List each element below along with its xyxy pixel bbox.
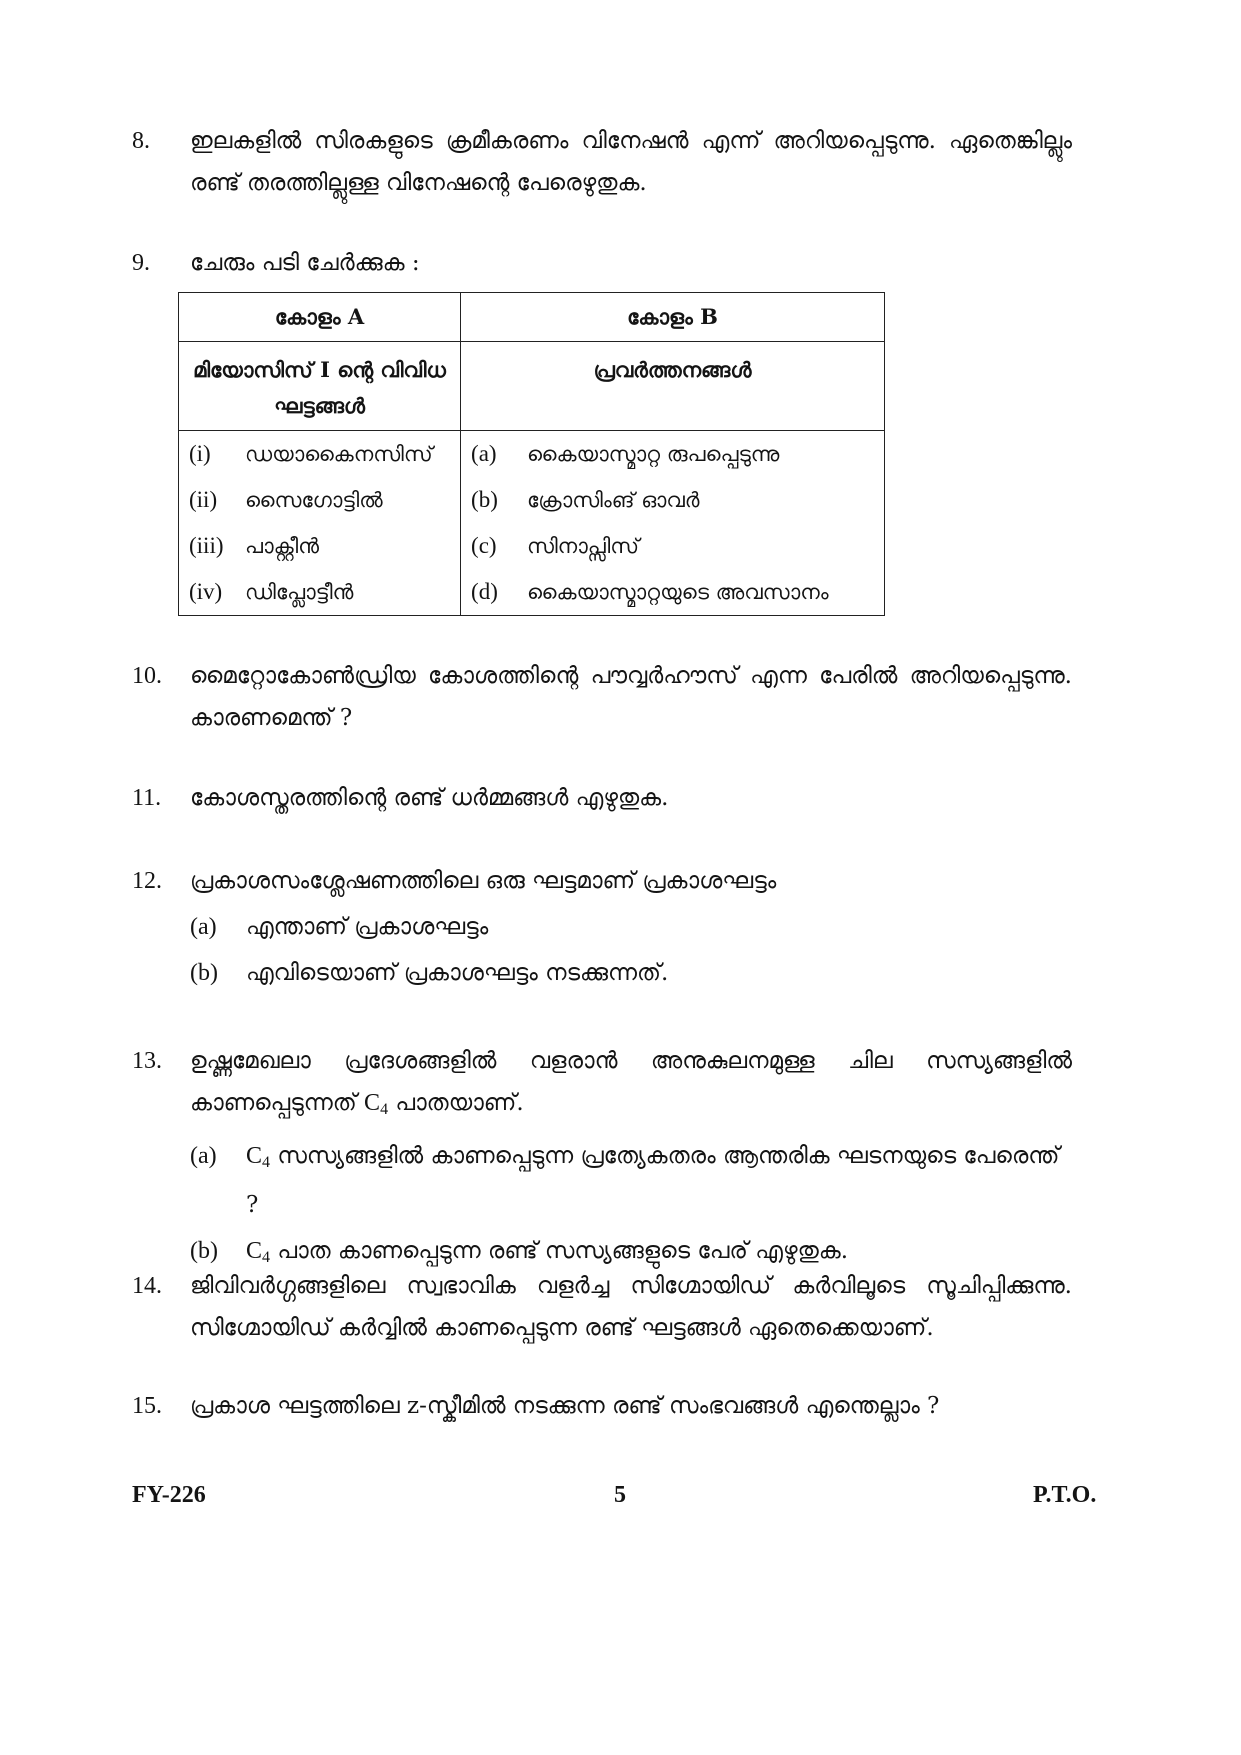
exam-code: FY-226	[132, 1482, 206, 1508]
row-label-a: (i)	[189, 441, 211, 466]
question-text-start: ഉഷ്ണമേഖലാ പ്രദേശങ്ങളിൽ വളരാൻ അനുകുലനമുള്ള ചില സസ്യങ്ങളിൽ കാണപ്പെടുന്നത്	[190, 1048, 1072, 1116]
page-number: 5	[614, 1482, 626, 1508]
row-label-b: (c)	[471, 533, 497, 558]
question-number: 12.	[132, 868, 162, 894]
question-number: 9.	[132, 250, 150, 276]
row-label-a: (iii)	[189, 533, 224, 558]
table-row	[179, 431, 885, 478]
column-a-header: കോളം A	[179, 293, 461, 342]
row-text-b: കൈയാസ്മാറ്റയുടെ അവസാനം	[527, 580, 829, 604]
pto-label: P.T.O.	[1033, 1482, 1097, 1508]
row-text-a: പാക്റ്റീൻ	[245, 534, 320, 558]
sub-question-b	[190, 952, 1072, 994]
question-number: 10.	[132, 663, 162, 689]
question-number: 13.	[132, 1048, 162, 1074]
sub-label: (a)	[190, 1143, 217, 1169]
table-row	[179, 523, 885, 569]
sub-text: $C_4$ പാത കാണപ്പെടുന്ന രണ്ട് സസ്യങ്ങളുടെ പേര് എഴുതുക.	[246, 1238, 849, 1266]
question-11	[132, 777, 1072, 819]
row-text-b: കൈയാസ്മാറ്റ രുപപ്പെടുന്നു	[527, 442, 780, 466]
sub-label: (a)	[190, 914, 217, 940]
question-text	[190, 1040, 1072, 1131]
table-row	[179, 569, 885, 616]
c4-term: $C_4$	[246, 1238, 271, 1266]
c4-term: $C_4$	[364, 1090, 389, 1118]
sub-question-a	[190, 906, 1072, 948]
question-10	[132, 655, 1072, 739]
match-table	[178, 292, 885, 616]
row-text-b: സിനാപ്സിസ്	[527, 534, 640, 558]
question-15	[132, 1385, 1072, 1427]
column-a-subheader: മിയോസിസ് I ന്റെ വിവിധ ഘട്ടങ്ങൾ	[179, 342, 461, 431]
sub-text: എവിടെയാണ് പ്രകാശഘട്ടം നടക്കുന്നത്.	[246, 960, 669, 986]
sub-text: എന്താണ് പ്രകാശഘട്ടം	[246, 914, 489, 940]
question-number: 15.	[132, 1393, 162, 1419]
question-13	[132, 1040, 1072, 1279]
question-text: ചേരും പടി ചേർക്കുക :	[190, 250, 420, 276]
question-8	[132, 120, 1072, 204]
question-9	[132, 242, 1072, 284]
row-text-a: ഡിപ്ലോട്ടീൻ	[245, 580, 354, 604]
question-text: ജിവിവർഗ്ഗങ്ങളിലെ സ്വഭാവിക വളർച്ച സിഗ്മോയിഡ് കർവിലൂടെ സൂചിപ്പിക്കുന്നു. സിഗ്മോയിഡ് കർവ്വിൽ കാണപ്പെടുന്ന രണ്ട് ഘട്ടങ്ങൾ ഏതെക്കെയാണ്.	[190, 1273, 1072, 1341]
sub-question-a	[190, 1135, 1072, 1226]
question-12	[132, 860, 1072, 994]
question-text: മൈറ്റോകോൺഡ്രിയ കോശത്തിന്റെ പൗവ്വർഹൗസ് എന്ന പേരിൽ അറിയപ്പെടുന്നു. കാരണമെന്ത് ?	[190, 663, 1072, 731]
sub-label: (b)	[190, 1238, 218, 1264]
sub-label: (b)	[190, 960, 218, 986]
row-label-b: (a)	[471, 441, 497, 466]
row-label-a: (iv)	[189, 579, 223, 604]
row-label-b: (b)	[471, 487, 498, 512]
row-text-a: ഡയാകൈനസിസ്	[245, 442, 433, 466]
row-label-b: (d)	[471, 579, 498, 604]
question-text: പ്രകാശസംശ്ലേഷണത്തിലെ ഒരു ഘട്ടമാണ് പ്രകാശഘട്ടം	[190, 868, 777, 894]
question-text: കോശസ്തരത്തിന്റെ രണ്ട് ധർമ്മങ്ങൾ എഴുതുക.	[190, 785, 669, 811]
row-text-a: സൈഗോട്ടിൽ	[245, 488, 383, 512]
question-number: 14.	[132, 1273, 162, 1299]
row-label-a: (ii)	[189, 487, 218, 512]
question-number: 11.	[132, 785, 162, 811]
question-text: പ്രകാശ ഘട്ടത്തിലെ z-സ്കീമിൽ നടക്കുന്ന രണ്ട് സംഭവങ്ങൾ എന്തെല്ലാം ?	[190, 1393, 940, 1419]
column-b-subheader: പ്രവർത്തനങ്ങൾ	[461, 342, 885, 431]
question-text: ഇലകളിൽ സിരകളുടെ ക്രമീകരണം വിനേഷൻ എന്ന് അറിയപ്പെടുന്നു. ഏതെങ്കില്ലും രണ്ട് തരത്തില്ലുള്ള വിനേഷന്റെ പേരെഴുതുക.	[190, 128, 1072, 196]
column-b-header: കോളം B	[461, 293, 885, 342]
question-14	[132, 1265, 1072, 1349]
question-text-end: പാതയാണ്.	[395, 1090, 524, 1116]
question-number: 8.	[132, 128, 150, 154]
row-text-b: ക്രോസിംങ് ഓവർ	[527, 488, 700, 512]
sub-text: $C_4$ സസ്യങ്ങളിൽ കാണപ്പെടുന്ന പ്രത്യേകതരം ആന്തരിക ഘടനയുടെ പേരെന്ത് ?	[246, 1143, 1060, 1218]
c4-term: $C_4$	[246, 1143, 271, 1171]
table-row	[179, 477, 885, 523]
